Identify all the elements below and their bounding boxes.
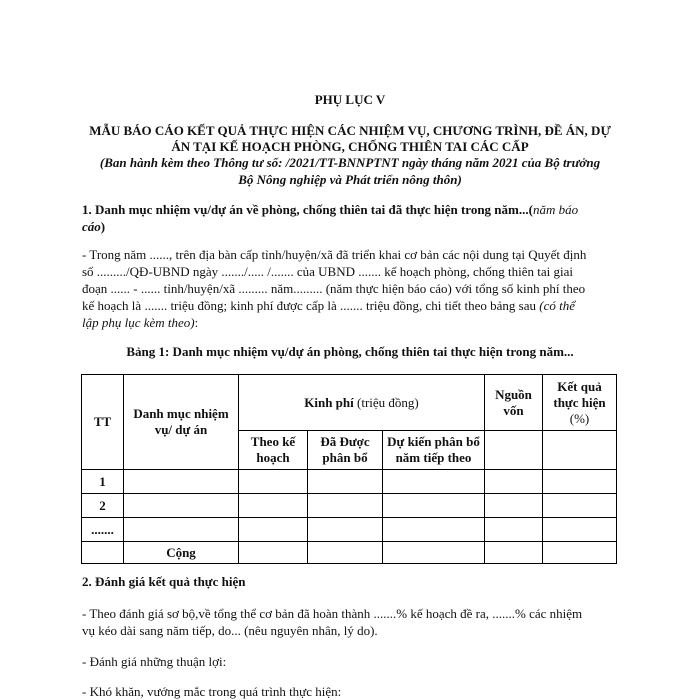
header-tt: TT bbox=[82, 375, 124, 470]
table-total-row bbox=[82, 542, 617, 564]
header-result bbox=[543, 375, 617, 431]
row-number: 2 bbox=[82, 494, 124, 518]
report-heading-line1: MẪU BÁO CÁO KẾT QUẢ THỰC HIỆN CÁC NHIỆM VỤ, CHƯƠNG TRÌNH, ĐỀ ÁN, DỰ bbox=[89, 123, 611, 138]
header-next-year bbox=[383, 431, 485, 470]
header-result-line3: (%) bbox=[569, 410, 590, 426]
table1-caption: Bảng 1: Danh mục nhiệm vụ/dự án phòng, chống thiên tai thực hiện trong năm... bbox=[126, 344, 574, 359]
table-header-row bbox=[82, 375, 617, 431]
header-plan bbox=[239, 431, 308, 470]
section1-paragraph bbox=[82, 246, 642, 331]
header-funding-unit: (triệu đồng) bbox=[353, 394, 419, 410]
section2-para1-line1: - Theo đánh giá sơ bộ,về tổng thể cơ bản đã hoàn thành .......% kế hoạch đề ra, .......% các nhiệm bbox=[82, 606, 583, 621]
table-row bbox=[82, 470, 617, 494]
header-funding-source bbox=[485, 375, 543, 431]
section2-advantages: - Đánh giá những thuận lợi: bbox=[82, 654, 227, 669]
section1-para-line5-end: : bbox=[194, 315, 199, 330]
section2-paragraph1 bbox=[82, 605, 642, 639]
section2-para1-line2: vụ kéo dài sang năm tiếp, do... (nêu nguyên nhân, lý do). bbox=[82, 623, 378, 638]
header-result-line1: Kết quả bbox=[557, 378, 602, 394]
header-source-line2: vốn bbox=[503, 402, 524, 418]
issuance-note-line1: (Ban hành kèm theo Thông tư số: /2021/TT-BNNPTNT ngày tháng năm 2021 của Bộ trưởng bbox=[99, 155, 601, 170]
header-next-line2: năm tiếp theo bbox=[395, 450, 472, 465]
issuance-note bbox=[0, 154, 700, 188]
header-allocated bbox=[308, 431, 383, 470]
report-heading-line2: ÁN TẠI KẾ HOẠCH PHÒNG, CHỐNG THIÊN TAI CÁC CẤP bbox=[171, 139, 529, 154]
section1-heading-italic2: cáo bbox=[82, 219, 101, 234]
header-plan-line2: hoạch bbox=[256, 450, 290, 465]
header-allocated-line2: phân bổ bbox=[322, 450, 368, 465]
total-label: Cộng bbox=[124, 542, 239, 564]
table-row bbox=[82, 518, 617, 542]
header-source-blank bbox=[485, 431, 543, 470]
section1-heading-text: 1. Danh mục nhiệm vụ/dự án về phòng, chống thiên tai đã thực hiện trong năm...( bbox=[82, 202, 533, 217]
row-number: ....... bbox=[82, 518, 124, 542]
header-next-line1: Dự kiến phân bổ bbox=[387, 434, 480, 449]
header-result-blank bbox=[543, 431, 617, 470]
issuance-note-line2: Bộ Nông nghiệp và Phát triển nông thôn) bbox=[238, 172, 462, 187]
section1-para-line5-italic: lập phụ lục kèm theo) bbox=[82, 315, 195, 330]
report-heading bbox=[0, 123, 700, 155]
section1-para-line4: kế hoạch là ....... triệu đồng; kinh phí được cấp là ....... triệu đồng, chi tiết theo bảng sau bbox=[82, 298, 537, 313]
section1-heading-italic: năm báo bbox=[532, 202, 579, 217]
header-plan-line1: Theo kế bbox=[250, 434, 296, 449]
section1-heading-close: ) bbox=[100, 219, 106, 234]
header-project-name-line2: vụ/ dự án bbox=[154, 422, 208, 437]
section1-para-line2: số ........./QĐ-UBND ngày ......./..... /....... của UBND ....... kế hoạch phòng, chống thiên tai giai bbox=[82, 264, 574, 279]
section1-para-line4-italic: (có thể bbox=[536, 298, 575, 313]
section2-difficulties: - Khó khăn, vướng mắc trong quá trình thực hiện: bbox=[82, 684, 342, 699]
header-funding bbox=[239, 375, 485, 431]
section1-heading bbox=[82, 201, 622, 235]
header-result-line2: thực hiện bbox=[553, 394, 606, 410]
header-project-name bbox=[124, 375, 239, 470]
header-funding-label: Kinh phí bbox=[304, 394, 354, 410]
appendix-title: PHỤ LỤC V bbox=[314, 92, 386, 107]
section1-para-line3: đoạn ...... - ...... tỉnh/huyện/xã ......... năm......... (năm thực hiện báo cáo) với tổng số kinh phí theo bbox=[82, 281, 586, 296]
projects-table bbox=[81, 374, 617, 564]
header-project-name-line1: Danh mục nhiệm bbox=[133, 406, 229, 421]
header-allocated-line1: Đã Được bbox=[320, 434, 370, 449]
table-row bbox=[82, 494, 617, 518]
row-number: 1 bbox=[82, 470, 124, 494]
header-source-line1: Nguồn bbox=[495, 386, 532, 402]
section2-heading: 2. Đánh giá kết quả thực hiện bbox=[82, 574, 246, 589]
section1-para-line1: - Trong năm ......, trên địa bàn cấp tỉnh/huyện/xã đã triển khai cơ bản các nội dung tại Quyết định bbox=[82, 247, 587, 262]
